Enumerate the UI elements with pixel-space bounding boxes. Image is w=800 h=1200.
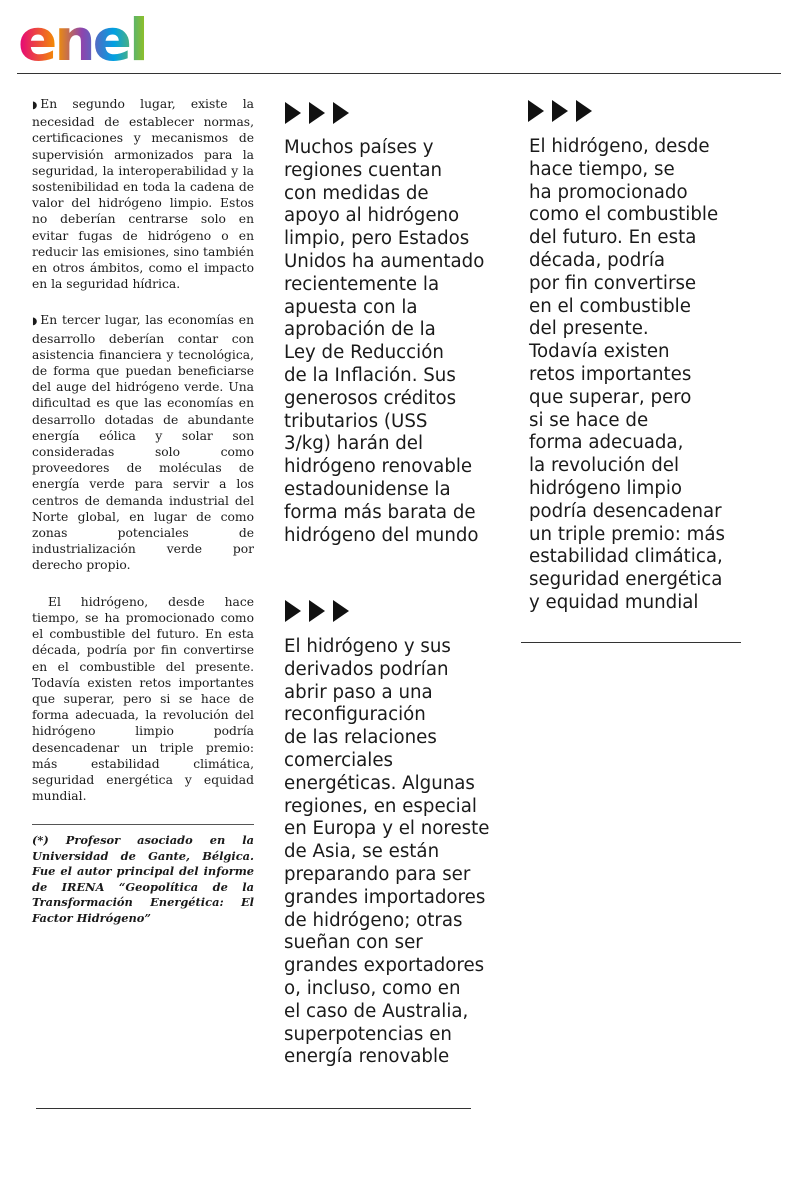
- paragraph-3: El hidrógeno, desde hace tiempo, se ha promocionado como el combustible del futuro. En esta década, podría por fin convertirse en el combustible del presente. Todavía existen retos importantes que superar, pero si se hace de forma adecuada, la revolución del hidrógeno limpio podría desencadenar un triple premio: más estabilidad climática, seguridad energética y equidad mundial.: [32, 594, 254, 804]
- triple-arrow-icon: [285, 102, 353, 124]
- logo-text: enel: [18, 14, 146, 70]
- header-divider: [17, 73, 781, 74]
- paragraph-1: ◗ En segundo lugar, existe la necesidad de establecer normas, certificaciones y mecanismos de supervisión armonizados para la seguridad, la interoperabilidad y la sostenibilidad en toda la cadena de valor del hidrógeno limpio. Estos no deberían centrarse solo en evitar fugas de hidrógeno o en reducir las emisiones, sino también en otros ámbitos, como el impacto en la seguridad hídrica.: [32, 97, 254, 292]
- paragraph-2: ◗ En tercer lugar, las economías en desarrollo deberían contar con asistencia financiera y tecnológica, de forma que puedan beneficiarse del auge del hidrógeno verde. Una dificultad es que las economías en desarrollo dotadas de abundante energía eólica y solar son consideradas solo como proveedores de moléculas de energía verde para servir a los centros de demanda industrial del Norte global, en lugar de como zonas potenciales de industrialización verde por derecho propio.: [32, 313, 254, 573]
- left-column: [32, 96, 254, 946]
- right-column-divider: [521, 642, 741, 643]
- pull-quote-3: El hidrógeno, desde hace tiempo, se ha promocionado como el combustible del futuro. En esta década, podría por fin convertirse en el combustible del presente. Todavía existen retos importantes que superar, pero si se hace de forma adecuada, la revolución del hidrógeno limpio podría desencadenar un triple premio: más estabilidad climática, seguridad energética y equidad mundial: [529, 136, 726, 613]
- footnote-divider: [32, 824, 254, 825]
- triple-arrow-icon: [528, 100, 596, 122]
- author-footnote: (*) Profesor asociado en la Universidad de Gante, Bélgica. Fue el autor principal del informe de IRENA “Geopolítica de la Transformación Energética: El Factor Hidrógeno”: [32, 833, 254, 925]
- bottom-divider: [36, 1108, 471, 1109]
- pull-quote-2: El hidrógeno y sus derivados podrían abrir paso a una reconfiguración de las relaciones comerciales energéticas. Algunas regiones, en especial en Europa y el noreste de Asia, se están preparando para ser grandes importadores de hidrógeno; otras sueñan con ser grandes exportadores o, incluso, como en el caso de Australia, superpotencias en energía renovable: [284, 636, 490, 1068]
- bullet-icon: ◗: [32, 316, 38, 328]
- triple-arrow-icon: [285, 600, 353, 622]
- enel-logo: [18, 14, 168, 70]
- pull-quote-1: Muchos países y regiones cuentan con medidas de apoyo al hidrógeno limpio, pero Estados Unidos ha aumentado recientemente la apuesta con la aprobación de la Ley de Reducción de la Inflación. Sus generosos créditos tributarios (USS 3/kg) harán del hidrógeno renovable estadounidense la forma más barata de hidrógeno del mundo: [284, 137, 485, 546]
- bullet-icon: ◗: [32, 100, 38, 111]
